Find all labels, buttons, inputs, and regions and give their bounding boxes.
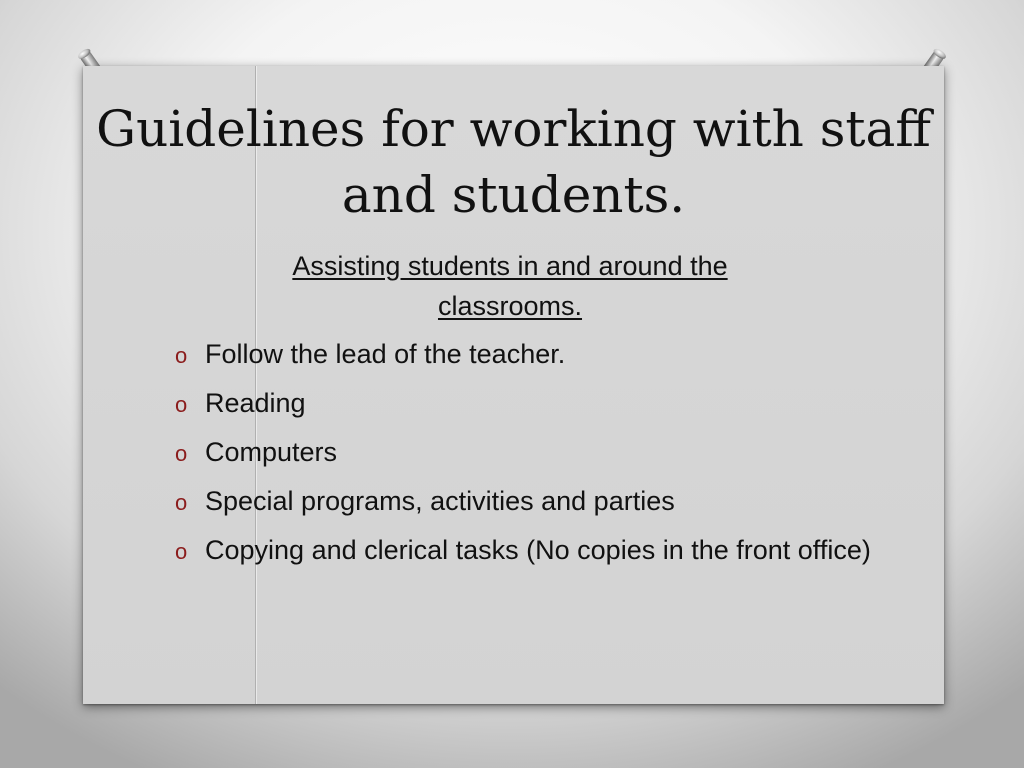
bullet-text: Computers xyxy=(205,437,338,467)
slide-subheading: Assisting students in and around the classrooms. xyxy=(292,251,728,321)
bullet-text: Special programs, activities and parties xyxy=(205,486,675,516)
bullet-item-reading xyxy=(175,383,875,424)
bullet-text: Reading xyxy=(205,388,306,418)
bullet-text: Follow the lead of the teacher. xyxy=(205,339,566,369)
bullet-marker-icon: o xyxy=(175,392,188,417)
bullet-item-special-programs xyxy=(175,481,875,522)
bullet-marker-icon: o xyxy=(175,441,188,466)
bullet-text: Copying and clerical tasks (No copies in the front office) xyxy=(205,535,871,565)
bullet-item-computers xyxy=(175,432,875,473)
bullet-marker-icon: o xyxy=(175,343,188,368)
bullet-item-copying xyxy=(175,530,875,571)
bullet-marker-icon: o xyxy=(175,490,188,515)
bullet-item-follow-teacher xyxy=(175,334,875,375)
bullet-marker-icon: o xyxy=(175,539,188,564)
slide-title: Guidelines for working with staff and students. xyxy=(96,100,931,224)
bullet-list xyxy=(175,334,875,579)
slide-card xyxy=(83,66,944,704)
